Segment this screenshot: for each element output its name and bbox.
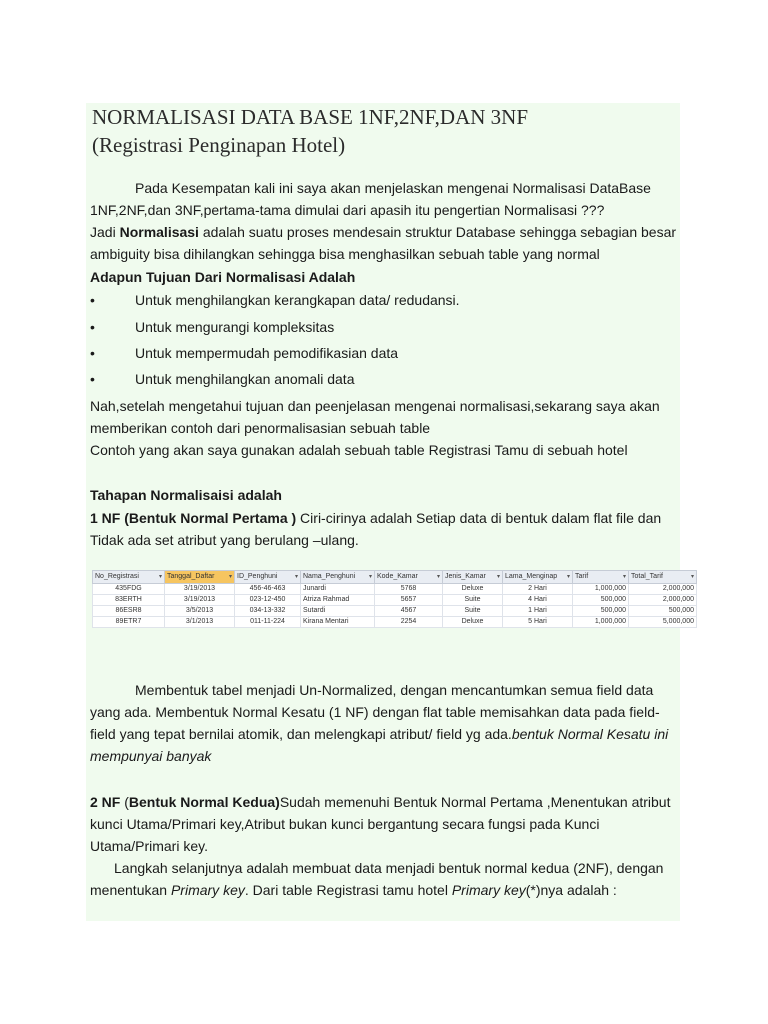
table-row <box>93 606 697 617</box>
next-step-text-2: . Dari table Registrasi tamu hotel <box>244 882 452 898</box>
nf2-paragraph <box>90 791 682 857</box>
column-header[interactable]: Tanggal_Daftar ▾ <box>165 571 235 584</box>
nf1-paragraph <box>90 507 682 551</box>
column-header[interactable]: Tarif ▾ <box>573 571 629 584</box>
table-cell: Deluxe <box>443 584 503 595</box>
table-cell: 500,000 <box>573 606 629 617</box>
example-intro: Contoh yang akan saya gunakan adalah sebuah table Registrasi Tamu di sebuah hotel <box>90 442 628 458</box>
table-cell: 2254 <box>375 617 443 628</box>
sort-arrow-icon[interactable]: ▾ <box>368 574 372 580</box>
definition-term: Normalisasi <box>119 224 199 240</box>
table-row <box>93 617 697 628</box>
table-cell: 4567 <box>375 606 443 617</box>
sort-arrow-icon[interactable]: ▾ <box>622 574 626 580</box>
table-cell: 2,000,000 <box>629 584 697 595</box>
stages-heading: Tahapan Normalisaisi adalah <box>90 487 282 503</box>
table-cell: 435FDG <box>93 584 165 595</box>
table-cell: 500,000 <box>573 595 629 606</box>
nf2-text: Sudah memenuhi Bentuk Normal Pertama ,Menentukan atribut kunci Utama/Primari key,Atribut bukan kunci bergantung secara fungsi pada Kunci Utama/Primari key. <box>90 794 671 854</box>
table-row <box>93 595 697 606</box>
table-cell: Kirana Mentari <box>301 617 375 628</box>
unnormalized-italic: bentuk Normal Kesatu ini mempunyai banyak <box>90 726 669 764</box>
nf1-label: 1 NF (Bentuk Normal Pertama ) <box>90 510 297 526</box>
table-cell: 023-12-450 <box>235 595 301 606</box>
table-cell: 034-13-332 <box>235 606 301 617</box>
column-header[interactable]: ID_Penghuni ▾ <box>235 571 301 584</box>
goal-item-text: Untuk mempermudah pemodifikasian data <box>135 345 399 361</box>
bullet-icon: • <box>90 292 95 308</box>
table-cell: 83ERTH <box>93 595 165 606</box>
table-cell: 456-46-463 <box>235 584 301 595</box>
intro-text: Pada Kesempatan kali ini saya akan menjelaskan mengenai Normalisasi DataBase 1NF,2NF,dan 3NF,pertama-tama dimulai dari apasih itu pengertian Normalisasi ??? <box>90 180 651 218</box>
sort-arrow-icon[interactable]: ▾ <box>566 574 570 580</box>
goal-item-text: Untuk menghilangkan anomali data <box>135 371 355 387</box>
table-cell: Deluxe <box>443 617 503 628</box>
table-row <box>93 584 697 595</box>
sort-arrow-icon[interactable]: ▾ <box>158 574 162 580</box>
title-line-1: NORMALISASI DATA BASE 1NF,2NF,DAN 3NF <box>92 105 529 129</box>
title-line-2: (Registrasi Penginapan Hotel) <box>92 133 346 157</box>
nf1-text: Ciri-cirinya adalah Setiap data di bentuk dalam flat file dan Tidak ada set atribut yang berulang –ulang. <box>90 510 662 548</box>
definition-paragraph <box>90 221 682 265</box>
sort-arrow-icon[interactable]: ▾ <box>228 574 232 580</box>
table-cell: 4 Hari <box>503 595 573 606</box>
table-cell: 5 Hari <box>503 617 573 628</box>
bullet-icon: • <box>90 371 95 387</box>
table-cell: 1,000,000 <box>573 617 629 628</box>
definition-prefix: Jadi <box>90 224 120 240</box>
table-cell: 011-11-224 <box>235 617 301 628</box>
table-cell: 500,000 <box>629 606 697 617</box>
next-step-italic-2: Primary key <box>451 882 526 898</box>
after-goals-paragraph: Nah,setelah mengetahui tujuan dan peenjelasan mengenai normalisasi,sekarang saya akan memberikan contoh dari penormalisasian sebuah table <box>90 398 660 436</box>
column-header[interactable]: Nama_Penghuni ▾ <box>301 571 375 584</box>
next-step-italic-1: Primary key <box>170 882 245 898</box>
goal-item-text: Untuk menghilangkan kerangkapan data/ redudansi. <box>135 292 460 308</box>
nf2-label: 2 NF <box>90 794 121 810</box>
next-step-text-3: (*)nya adalah : <box>525 882 617 898</box>
table-cell: 3/1/2013 <box>165 617 235 628</box>
unnormalized-text: Membentuk tabel menjadi Un-Normalized, dengan mencantumkan semua field data yang ada. Membentuk Normal Kesatu (1 NF) dengan flat table memisahkan data pada field-field yang tepat bernilai atomik, dan melengkapi atribut/ field yg ada. <box>90 682 660 742</box>
goals-heading: Adapun Tujuan Dari Normalisasi Adalah <box>90 269 356 285</box>
table-cell: 86ESR8 <box>93 606 165 617</box>
table-cell: 3/19/2013 <box>165 584 235 595</box>
table-cell: Atriza Rahmad <box>301 595 375 606</box>
registrasi-table <box>92 570 697 628</box>
table-cell: 5768 <box>375 584 443 595</box>
table-cell: 5657 <box>375 595 443 606</box>
table-cell: 1 Hari <box>503 606 573 617</box>
sort-arrow-icon[interactable]: ▾ <box>294 574 298 580</box>
unnormalized-paragraph <box>90 679 682 767</box>
intro-paragraph <box>90 177 682 221</box>
sort-arrow-icon[interactable]: ▾ <box>436 574 440 580</box>
table-cell: Sutardi <box>301 606 375 617</box>
table-cell: 3/19/2013 <box>165 595 235 606</box>
table-cell: Junardi <box>301 584 375 595</box>
bullet-icon: • <box>90 345 95 361</box>
definition-text: adalah suatu proses mendesain struktur Database sehingga sebagian besar ambiguity bisa dihilangkan sehingga bisa menghasilkan sebuah table yang normal <box>90 224 677 262</box>
column-header[interactable]: Jenis_Kamar ▾ <box>443 571 503 584</box>
next-step-text-1: Langkah selanjutnya adalah membuat data menjadi bentuk normal kedua (2NF), dengan menentukan <box>90 860 664 898</box>
nf2-title: Bentuk Normal Kedua) <box>128 794 280 810</box>
table-cell: Suite <box>443 606 503 617</box>
table-cell: 2 Hari <box>503 584 573 595</box>
bullet-icon: • <box>90 319 95 335</box>
document-title <box>92 103 528 159</box>
sort-arrow-icon[interactable]: ▾ <box>690 574 694 580</box>
next-step-paragraph <box>90 857 682 901</box>
column-header[interactable]: No_Registrasi ▾ <box>93 571 165 584</box>
goal-item-text: Untuk mengurangi kompleksitas <box>135 319 335 335</box>
table-cell: 89ETR7 <box>93 617 165 628</box>
table-cell: 3/5/2013 <box>165 606 235 617</box>
table-cell: 1,000,000 <box>573 584 629 595</box>
table-cell: 5,000,000 <box>629 617 697 628</box>
table-header-row <box>93 571 697 584</box>
table-cell: Suite <box>443 595 503 606</box>
column-header[interactable]: Kode_Kamar ▾ <box>375 571 443 584</box>
sort-arrow-icon[interactable]: ▾ <box>496 574 500 580</box>
column-header[interactable]: Lama_Menginap ▾ <box>503 571 573 584</box>
table-cell: 2,000,000 <box>629 595 697 606</box>
column-header[interactable]: Total_Tarif ▾ <box>629 571 697 584</box>
nf2-open-paren: ( <box>120 794 129 810</box>
